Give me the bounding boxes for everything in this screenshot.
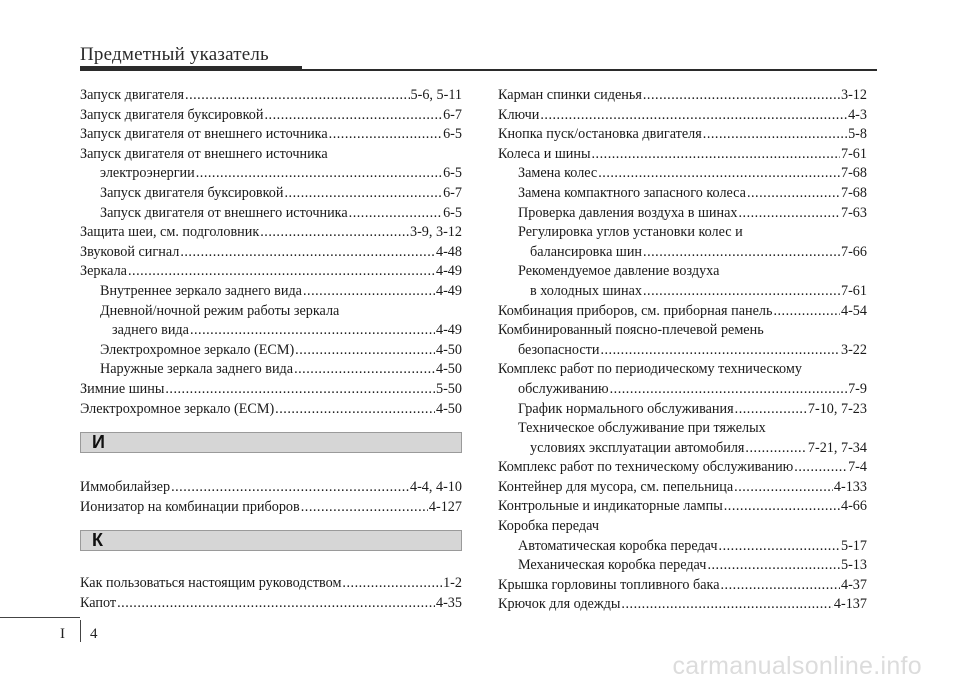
dot-leader xyxy=(703,125,847,145)
dot-leader xyxy=(342,574,442,594)
dot-leader xyxy=(600,341,840,361)
index-entry-text: Регулировка углов установки колес и xyxy=(518,224,743,241)
index-entry-text: условиях эксплуатации автомобиля xyxy=(530,439,745,456)
dot-leader xyxy=(721,576,840,596)
index-entry-text: обслуживанию xyxy=(518,380,609,397)
index-entry-text: Электрохромное зеркало (ECM) xyxy=(100,341,295,358)
index-entry xyxy=(80,282,462,302)
index-entry xyxy=(80,184,462,204)
index-entry-page: 5-8 xyxy=(848,126,867,143)
footer-page-number: 4 xyxy=(90,626,98,642)
index-entry-text: Замена колес xyxy=(518,165,598,182)
left-entries-group-3 xyxy=(80,574,462,613)
dot-leader xyxy=(196,164,442,184)
index-entry-page: 6-5 xyxy=(443,204,462,221)
left-column xyxy=(80,86,462,613)
dot-leader xyxy=(190,321,435,341)
index-entry-text: Коробка передач xyxy=(498,518,599,535)
dot-leader xyxy=(643,282,840,302)
index-entry-page: 6-7 xyxy=(443,106,462,123)
right-column xyxy=(498,86,867,615)
index-entry-page: 6-7 xyxy=(443,184,462,201)
index-entry-page: 6-5 xyxy=(443,165,462,182)
index-entry xyxy=(80,498,462,518)
index-entry xyxy=(80,243,462,263)
index-entry-text: Проверка давления воздуха в шинах xyxy=(518,204,738,221)
index-entry xyxy=(498,380,867,400)
dot-leader xyxy=(303,282,435,302)
index-entry-page: 3-22 xyxy=(840,341,867,358)
index-entry-page: 5-17 xyxy=(840,537,867,554)
dot-leader xyxy=(349,204,442,224)
index-entry-page: 4-133 xyxy=(833,478,867,495)
index-entry-text: Рекомендуемое давление воздуха xyxy=(518,263,720,280)
index-entry-page: 4-50 xyxy=(435,400,462,417)
index-entry xyxy=(80,380,462,400)
dot-leader xyxy=(171,478,409,498)
index-entry-text: Комбинированный поясно-плечевой ремень xyxy=(498,322,764,339)
page-title: Предметный указатель xyxy=(80,44,269,65)
index-entry xyxy=(498,478,867,498)
dot-leader xyxy=(165,380,435,400)
index-entry xyxy=(498,341,867,361)
footer-divider xyxy=(80,620,81,642)
index-entry-page: 7-61 xyxy=(840,145,867,162)
index-entry-page: 4-49 xyxy=(435,322,462,339)
index-entry-page: 4-66 xyxy=(840,498,867,515)
index-entry-text: Колеса и шины xyxy=(498,145,591,162)
index-entry-text: Защита шеи, см. подголовник xyxy=(80,224,260,241)
dot-leader xyxy=(598,164,840,184)
index-entry-text: График нормального обслуживания xyxy=(518,400,734,417)
index-entry-page: 7-68 xyxy=(840,184,867,201)
left-entries-group-2 xyxy=(80,478,462,517)
index-entry xyxy=(498,223,867,243)
index-entry-page: 3-12 xyxy=(840,87,867,103)
index-entry-text: Запуск двигателя от внешнего источника xyxy=(100,204,348,221)
index-entry-text: Запуск двигателя буксировкой xyxy=(80,106,264,123)
index-entry-page: 4-49 xyxy=(435,263,462,280)
dot-leader xyxy=(735,400,807,420)
index-entry xyxy=(498,243,867,263)
index-entry-page: 7-4 xyxy=(848,459,867,476)
index-entry-text: Крышка горловины топливного бака xyxy=(498,576,720,593)
index-entry-page: 4-137 xyxy=(833,596,867,613)
dot-leader xyxy=(329,125,442,145)
dot-leader xyxy=(724,497,840,517)
left-entries-group-1 xyxy=(80,86,462,419)
index-entry-page: 7-21, 7-34 xyxy=(807,439,867,456)
index-entry xyxy=(80,164,462,184)
dot-leader xyxy=(592,145,840,165)
header-rule-thin xyxy=(302,69,877,71)
right-entries xyxy=(498,86,867,615)
index-entry-page: 7-66 xyxy=(840,243,867,260)
index-entry xyxy=(498,439,867,459)
index-entry xyxy=(498,556,867,576)
index-entry-text: Замена компактного запасного колеса xyxy=(518,184,746,201)
dot-leader xyxy=(295,341,435,361)
index-entry-text: Запуск двигателя xyxy=(80,87,185,103)
index-entry-text: Комплекс работ по техническому обслуживанию xyxy=(498,459,794,476)
index-entry-text: Как пользоваться настоящим руководством xyxy=(80,575,342,592)
index-entry xyxy=(498,497,867,517)
index-entry-page: 3-9, 3-12 xyxy=(409,224,462,241)
dot-leader xyxy=(180,243,435,263)
footer-section-number: I xyxy=(60,626,65,642)
index-entry xyxy=(80,574,462,594)
dot-leader xyxy=(773,302,840,322)
index-entry-text: в холодных шинах xyxy=(530,282,642,299)
index-entry xyxy=(80,106,462,126)
footer-rule xyxy=(0,617,80,618)
section-header-i: И xyxy=(80,432,462,453)
index-entry xyxy=(498,106,867,126)
dot-leader xyxy=(738,204,840,224)
index-entry xyxy=(80,86,462,106)
index-entry xyxy=(80,145,462,165)
index-entry-text: Комбинация приборов, см. приборная панель xyxy=(498,302,773,319)
index-entry xyxy=(498,576,867,596)
index-entry-text: Ключи xyxy=(498,106,540,123)
index-entry-page: 7-9 xyxy=(848,380,867,397)
dot-leader xyxy=(643,243,840,263)
index-entry-text: Внутреннее зеркало заднего вида xyxy=(100,282,302,299)
index-entry-text: балансировка шин xyxy=(530,243,643,260)
index-entry xyxy=(498,458,867,478)
dot-leader xyxy=(610,380,847,400)
index-entry xyxy=(498,125,867,145)
index-entry-page: 5-50 xyxy=(435,380,462,397)
index-entry xyxy=(80,223,462,243)
index-entry-text: Крючок для одежды xyxy=(498,596,621,613)
index-entry xyxy=(80,204,462,224)
index-entry-page: 5-13 xyxy=(840,557,867,574)
index-entry-text: Наружные зеркала заднего вида xyxy=(100,361,294,378)
index-entry-page: 4-48 xyxy=(435,243,462,260)
dot-leader xyxy=(275,400,435,420)
dot-leader xyxy=(747,184,840,204)
index-entry-text: Иммобилайзер xyxy=(80,479,171,496)
dot-leader xyxy=(745,439,806,459)
section-header-k: К xyxy=(80,530,462,551)
index-entry xyxy=(498,145,867,165)
index-entry-text: Ионизатор на комбинации приборов xyxy=(80,498,300,515)
index-entry-text: Комплекс работ по периодическому техническому xyxy=(498,361,802,378)
index-entry-text: Зимние шины xyxy=(80,380,165,397)
dot-leader xyxy=(301,498,428,518)
index-entry-page: 4-127 xyxy=(428,498,462,515)
index-entry xyxy=(498,321,867,341)
index-entry-page: 7-61 xyxy=(840,282,867,299)
index-entry xyxy=(498,419,867,439)
index-entry xyxy=(80,125,462,145)
index-entry-text: Техническое обслуживание при тяжелых xyxy=(518,420,766,437)
index-entry-text: Зеркала xyxy=(80,263,127,280)
index-entry-text: заднего вида xyxy=(112,322,189,339)
dot-leader xyxy=(643,86,840,106)
watermark: carmanualsonline.info xyxy=(672,652,922,680)
dot-leader xyxy=(540,106,847,126)
index-entry xyxy=(80,341,462,361)
dot-leader xyxy=(285,184,443,204)
index-entry-text: Дневной/ночной режим работы зеркала xyxy=(100,302,340,319)
index-entry-page: 4-50 xyxy=(435,361,462,378)
dot-leader xyxy=(734,478,833,498)
dot-leader xyxy=(128,262,435,282)
index-entry-text: безопасности xyxy=(518,341,600,358)
index-entry xyxy=(498,595,867,615)
dot-leader xyxy=(294,360,435,380)
index-entry-page: 4-3 xyxy=(848,106,867,123)
index-entry xyxy=(498,400,867,420)
index-entry xyxy=(498,360,867,380)
index-entry-text: Капот xyxy=(80,594,117,611)
index-entry-text: Контейнер для мусора, см. пепельница xyxy=(498,478,734,495)
index-entry-page: 4-49 xyxy=(435,282,462,299)
index-entry-text: Запуск двигателя от внешнего источника xyxy=(80,145,328,162)
index-entry-page: 5-6, 5-11 xyxy=(410,87,462,103)
index-entry xyxy=(498,282,867,302)
index-entry xyxy=(498,262,867,282)
index-entry xyxy=(80,262,462,282)
index-entry-page: 4-35 xyxy=(435,594,462,611)
index-entry xyxy=(498,517,867,537)
index-entry xyxy=(80,400,462,420)
index-entry-page: 4-50 xyxy=(435,341,462,358)
index-entry-text: Автоматическая коробка передач xyxy=(518,537,718,554)
dot-leader xyxy=(719,537,840,557)
index-entry xyxy=(80,302,462,322)
dot-leader xyxy=(794,458,847,478)
dot-leader xyxy=(265,106,443,126)
index-entry xyxy=(498,302,867,322)
dot-leader xyxy=(117,594,435,614)
index-entry xyxy=(498,86,867,106)
index-entry-page: 7-68 xyxy=(840,165,867,182)
index-entry xyxy=(498,204,867,224)
index-entry-text: Звуковой сигнал xyxy=(80,243,180,260)
dot-leader xyxy=(185,86,409,106)
index-entry-text: Запуск двигателя от внешнего источника xyxy=(80,126,328,143)
dot-leader xyxy=(707,556,840,576)
index-entry-text: электроэнергии xyxy=(100,165,195,182)
index-entry-page: 7-63 xyxy=(840,204,867,221)
index-entry-page: 6-5 xyxy=(443,126,462,143)
index-entry-page: 1-2 xyxy=(443,575,462,592)
index-entry xyxy=(498,164,867,184)
dot-leader xyxy=(260,223,409,243)
index-entry xyxy=(498,184,867,204)
index-entry-page: 4-37 xyxy=(840,576,867,593)
index-entry-page: 7-10, 7-23 xyxy=(807,400,867,417)
index-entry xyxy=(80,594,462,614)
index-entry-text: Запуск двигателя буксировкой xyxy=(100,184,284,201)
index-entry xyxy=(80,478,462,498)
index-entry xyxy=(80,360,462,380)
header-rule-thick xyxy=(80,66,302,71)
index-entry-text: Карман спинки сиденья xyxy=(498,87,642,103)
index-entry xyxy=(498,537,867,557)
index-entry-page: 4-4, 4-10 xyxy=(409,479,462,496)
index-entry-text: Электрохромное зеркало (ECM) xyxy=(80,400,275,417)
index-entry-text: Контрольные и индикаторные лампы xyxy=(498,498,723,515)
index-entry-text: Механическая коробка передач xyxy=(518,557,707,574)
dot-leader xyxy=(621,595,832,615)
index-entry xyxy=(80,321,462,341)
index-entry-text: Кнопка пуск/остановка двигателя xyxy=(498,126,702,143)
index-entry-page: 4-54 xyxy=(840,302,867,319)
